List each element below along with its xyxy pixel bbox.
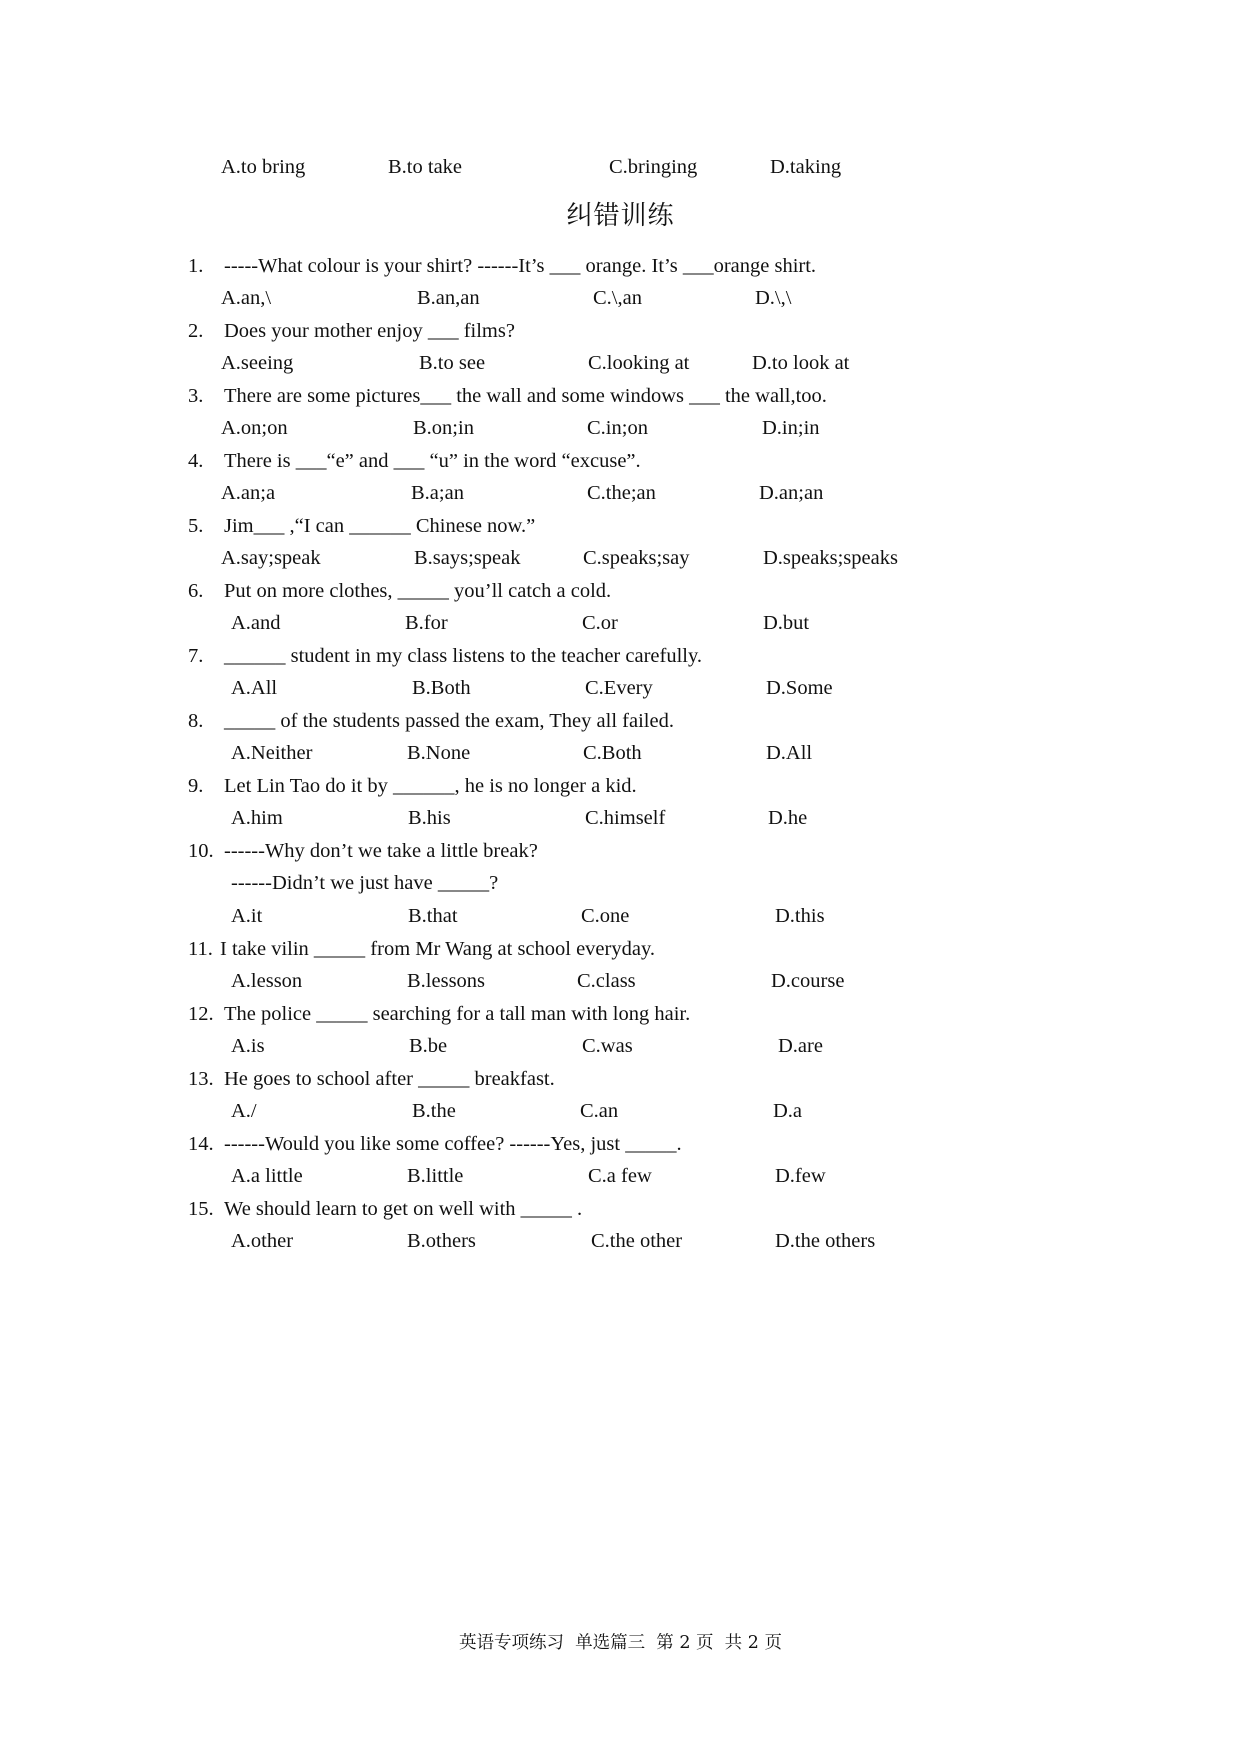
option-c: C.bringing [609, 156, 698, 178]
question-text: Jim___ ,“I can ______ Chinese now.” [224, 515, 536, 537]
question-number: 3. [188, 385, 204, 407]
page-footer: 英语专项练习 单选篇三 第 2 页 共 2 页 [459, 1633, 782, 1653]
question-text: _____ of the students passed the exam, They all failed. [224, 710, 674, 732]
option-a: A.say;speak [221, 547, 321, 569]
option-b: B.that [408, 905, 458, 927]
question-number: 10. [188, 840, 214, 862]
option-a: A.a little [231, 1165, 303, 1187]
option-c: C.class [577, 970, 636, 992]
question-options [0, 1099, 1241, 1123]
option-b: B.Both [412, 677, 471, 699]
question-text: He goes to school after _____ breakfast. [224, 1068, 555, 1090]
option-b: B.others [407, 1230, 476, 1252]
option-b: B.the [412, 1100, 456, 1122]
question-number: 12. [188, 1003, 214, 1025]
option-c: C.or [582, 612, 618, 634]
question-options [0, 969, 1241, 993]
option-d: D.taking [770, 156, 842, 178]
question-number: 6. [188, 580, 204, 602]
option-c: C.the other [591, 1230, 683, 1252]
option-a: A.him [231, 807, 283, 829]
question-number: 7. [188, 645, 204, 667]
option-b: B.lessons [407, 970, 486, 992]
option-c: C.looking at [588, 352, 690, 374]
option-c: C.himself [585, 807, 666, 829]
question-text: Put on more clothes, _____ you’ll catch a cold. [224, 580, 612, 602]
question-text: Does your mother enjoy ___ films? [224, 320, 515, 342]
option-a: A.All [231, 677, 278, 699]
option-b: B.a;an [411, 482, 464, 504]
option-d: D.to look at [752, 352, 850, 374]
option-c: C.Every [585, 677, 653, 699]
option-d: D.the others [775, 1230, 876, 1252]
option-b: B.be [409, 1035, 448, 1057]
option-b: B.to take [388, 156, 463, 178]
option-d: D.few [775, 1165, 826, 1187]
question-options [0, 1164, 1241, 1188]
section-title: 纠错训练 [566, 201, 675, 231]
option-d: D.course [771, 970, 845, 992]
question-text: -----What colour is your shirt? ------It’s ___ orange. It’s ___orange shirt. [224, 255, 817, 277]
question-text: ------Why don’t we take a little break? [224, 840, 538, 862]
question-options [0, 1229, 1241, 1253]
option-c: C.Both [583, 742, 642, 764]
option-c: C.in;on [587, 417, 648, 439]
option-d: D.\,\ [755, 287, 792, 309]
question-text: There are some pictures___ the wall and some windows ___ the wall,too. [224, 385, 827, 407]
option-d: D.he [768, 807, 808, 829]
option-c: C.an [580, 1100, 619, 1122]
question-text: ------Would you like some coffee? ------Yes, just _____. [224, 1133, 682, 1155]
question-options [0, 416, 1241, 440]
option-d: D.All [766, 742, 813, 764]
option-c: C.one [581, 905, 630, 927]
option-b: B.an,an [417, 287, 480, 309]
option-a: A.an;a [221, 482, 276, 504]
option-d: D.in;in [762, 417, 820, 439]
option-b: B.None [407, 742, 471, 764]
question-text: Let Lin Tao do it by ______, he is no longer a kid. [224, 775, 637, 797]
option-a: A.lesson [231, 970, 303, 992]
option-a: A./ [231, 1100, 257, 1122]
question-options [0, 806, 1241, 830]
option-c: C.was [582, 1035, 633, 1057]
question-number: 15. [188, 1198, 214, 1220]
question-text: ______ student in my class listens to the teacher carefully. [224, 645, 703, 667]
question-options [0, 1034, 1241, 1058]
option-b: B.on;in [413, 417, 474, 439]
option-a: A.is [231, 1035, 265, 1057]
option-a: A.an,\ [221, 287, 272, 309]
option-c: C.\,an [593, 287, 642, 309]
option-a: A.seeing [221, 352, 294, 374]
option-b: B.says;speak [414, 547, 521, 569]
question-number: 1. [188, 255, 204, 277]
option-d: D.an;an [759, 482, 824, 504]
option-c: C.speaks;say [583, 547, 690, 569]
question-options [0, 611, 1241, 635]
question-text: The police _____ searching for a tall man with long hair. [224, 1003, 691, 1025]
option-d: D.are [778, 1035, 823, 1057]
question-number: 5. [188, 515, 204, 537]
option-d: D.speaks;speaks [763, 547, 898, 569]
option-c: C.a few [588, 1165, 652, 1187]
option-a: A.other [231, 1230, 294, 1252]
question-text-line2: ------Didn’t we just have _____? [231, 872, 499, 894]
option-b: B.to see [419, 352, 486, 374]
option-a: A.to bring [221, 156, 306, 178]
question-text: I take vilin _____ from Mr Wang at school everyday. [220, 938, 656, 960]
option-a: A.it [231, 905, 263, 927]
question-number: 8. [188, 710, 204, 732]
option-d: D.Some [766, 677, 833, 699]
question-number: 2. [188, 320, 204, 342]
question-number: 9. [188, 775, 204, 797]
option-c: C.the;an [587, 482, 656, 504]
option-a: A.on;on [221, 417, 288, 439]
option-d: D.a [773, 1100, 803, 1122]
question-options [0, 676, 1241, 700]
question-text: We should learn to get on well with _____ . [224, 1198, 583, 1220]
option-b: B.for [405, 612, 448, 634]
question-options [0, 351, 1241, 375]
question-number: 13. [188, 1068, 214, 1090]
option-a: A.and [231, 612, 281, 634]
top-options [0, 155, 1241, 179]
question-text: There is ___“e” and ___ “u” in the word “excuse”. [224, 450, 641, 472]
question-options [0, 546, 1241, 570]
question-options [0, 481, 1241, 505]
option-d: D.this [775, 905, 825, 927]
question-options [0, 741, 1241, 765]
question-options [0, 286, 1241, 310]
question-number: 4. [188, 450, 204, 472]
question-options [0, 904, 1241, 928]
question-number: 14. [188, 1133, 214, 1155]
option-d: D.but [763, 612, 810, 634]
option-b: B.little [407, 1165, 464, 1187]
option-b: B.his [408, 807, 451, 829]
question-number: 11. [188, 938, 213, 960]
option-a: A.Neither [231, 742, 313, 764]
